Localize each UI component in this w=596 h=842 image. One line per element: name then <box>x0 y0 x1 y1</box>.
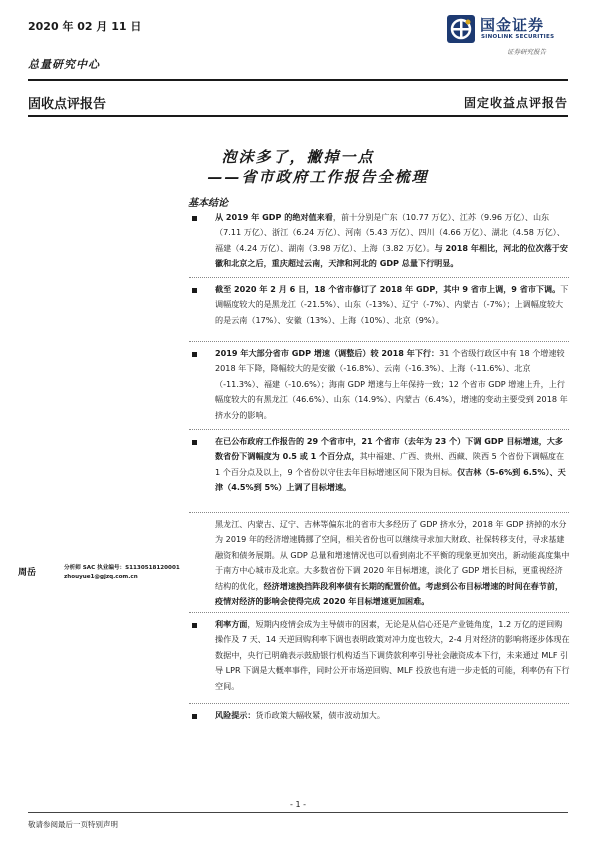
author-name: 周岳 <box>18 568 37 578</box>
bullet-marker <box>192 352 197 357</box>
body-text: 31 个省级行政区中有 18 个增速较 2018 年下降，降幅较大的是安徽（-16.8%）、云南（-16.3%）、上海（-11.6%）、北京（-11.3%）、福建（-10.6%）；海南 GDP 增速与上年保持一致；12 个省市 GDP 增速上升，上行幅度较大的有黑龙江（46.6%）、山东（14.9%）、内蒙古（6.4%），增速的变动主要受到 2018 年挤水分的影响。 <box>215 348 568 420</box>
emphasis-text: 2019 年大部分省市 GDP 增速（调整后）较 2018 年下行： <box>215 348 440 358</box>
emphasis-text: 截至 2020 年 2 月 6 日，18 个省市修订了 2018 年 GDP，其中 9 省市上调，9 省市下调。 <box>215 284 561 294</box>
company-logo <box>447 13 572 55</box>
report-date: 2020 年 02 月 11 日 <box>28 20 142 33</box>
page-number: - 1 - <box>290 800 306 809</box>
logo-subtitle: 证券研究报告 <box>507 48 546 56</box>
department: 总量研究中心 <box>28 58 100 71</box>
conclusion-paragraph <box>215 708 570 723</box>
body-text: 下调幅度较大的是黑龙江（-21.5%）、山东（-13%）、辽宁（-7%）、内蒙古（-7%）；上调幅度较大的是云南（17%）、安徽（13%）、上海（10%）、北京（9%）。 <box>215 284 569 325</box>
paragraph-separator <box>189 512 569 513</box>
emphasis-text: 风险提示： <box>215 710 256 720</box>
bullet-marker <box>192 216 197 221</box>
report-type: 固收点评报告 <box>28 97 107 112</box>
author-license: 分析师 SAC 执业编号：S1130518120001 <box>64 565 180 571</box>
conclusion-paragraph <box>215 282 570 328</box>
body-text: 黑龙江、内蒙古、辽宁、吉林等偏东北的省市大多经历了 GDP 挤水分，2018 年 GDP 挤掉的水分为 2019 年的经济增速腾挪了空间，相关省份也可以继续寻求加大财政、社保转移支付，寻求基建融资和债务展期。从 GDP 总量和增速情况也可以看到南北不平衡的现象更加突出，新动能高度集中于南方中心城市及北京。大多数省份下调 2020 年目标增速，淡化了 GDP 增长目标，更重视经济结构的优化， <box>215 519 570 591</box>
emphasis-text: 利率方面 <box>215 619 248 629</box>
logo-text-cn: 国金证券 <box>480 16 545 34</box>
emphasis-text: 经济增速换挡阵段利率债有长期的配置价值。考虑到公布目标增速的时间在春节前，疫情对经济的影响会使得完成 2020 年目标增速更加困难。 <box>215 580 564 607</box>
body-text: ，前十分别是广东（10.77 万亿）、江苏（9.96 万亿）、山东（7.11 万亿）、浙江（6.24 万亿）、河南（5.43 万亿）、四川（4.66 万亿）、湖北（4.58 万亿）、福建（4.24 万亿）、湖南（3.98 万亿）、上海（3.82 万亿）。 <box>215 212 565 253</box>
paragraph-separator <box>189 612 569 613</box>
header-divider <box>28 79 568 81</box>
author-email[interactable]: zhouyue1@gjzq.com.cn <box>64 574 138 580</box>
paragraph-separator <box>189 429 569 430</box>
footer-divider <box>28 812 568 813</box>
section-heading: 基本结论 <box>188 198 228 209</box>
report-title: 泡沫多了，撇掉一点 <box>221 148 375 166</box>
conclusion-paragraph <box>215 517 570 609</box>
title-divider <box>28 115 568 117</box>
paragraph-separator <box>189 341 569 342</box>
bullet-marker <box>192 714 197 719</box>
emphasis-text: 从 2019 年 GDP 的绝对值来看 <box>215 212 333 222</box>
footer-disclaimer: 敬请参阅最后一页特别声明 <box>28 820 118 829</box>
bullet-marker <box>192 623 197 628</box>
conclusion-paragraph <box>215 617 570 694</box>
conclusion-paragraph <box>215 434 570 496</box>
emphasis-text: 与 2018 年相比，河北的位次落于安徽和北京之后，重庆超过云南，天津和河北的 GDP 总量下行明显。 <box>215 242 568 269</box>
logo-text-en: SINOLINK SECURITIES <box>481 34 555 40</box>
conclusion-paragraph <box>215 210 570 272</box>
conclusion-paragraph <box>215 346 570 423</box>
author-info <box>64 564 180 582</box>
body-text: 其中福建、广西、贵州、西藏、陕西 5 个省份下调幅度在 1 个百分点及以上，9 个省份以守住去年目标增速区间下限为目标。 <box>215 451 565 477</box>
body-text: 货币政策大幅收紧，债市波动加大。 <box>255 710 385 720</box>
sinolink-logo-icon <box>447 15 475 43</box>
report-subtitle: ——省市政府工作报告全梳理 <box>207 168 429 186</box>
body-text: ，短期内疫情会成为主导债市的因素，无论是从信心还是产业链角度，1.2 万亿的逆回购操作及 7 天、14 天逆回购利率下调也表明政策对冲力度也较大，2-4 月对经济的影响将逐步体现在数据中，央行已明确表示鼓励银行机构适当下调贷款利率引导社会融资成本下行，未来通过 MLF 引导 LPR 下调是大概率事件，同时公开市场逆回购、MLF 投放也有进一步走低的可能，利率仍有下行空间。 <box>215 619 570 691</box>
emphasis-text: 仅吉林（5-6%到 6.5%）、天津（4.5%到 5%）上调了目标增速。 <box>215 466 566 493</box>
bullet-marker <box>192 288 197 293</box>
paragraph-separator <box>189 703 569 704</box>
report-category: 固定收益点评报告 <box>463 96 568 110</box>
paragraph-separator <box>189 277 569 278</box>
bullet-marker <box>192 440 197 445</box>
emphasis-text: 在已公布政府工作报告的 29 个省市中，21 个省市（去年为 23 个）下调 GDP 目标增速，大多数省份下调幅度为 0.5 或 1 个百分点， <box>215 436 563 462</box>
